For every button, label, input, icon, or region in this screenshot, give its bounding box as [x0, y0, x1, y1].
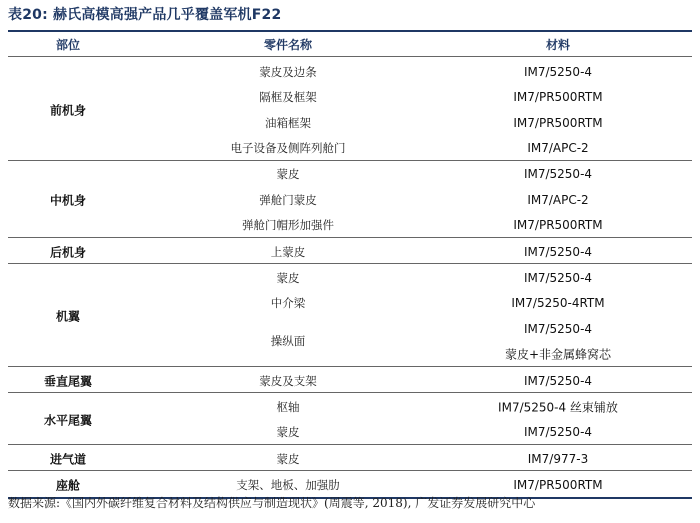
component-cell: 中介梁	[270, 296, 306, 311]
material-cell: IM7/5250-4 丝束铺放	[498, 400, 618, 415]
component-cell: 电子设备及侧阵列舱门	[230, 140, 346, 155]
component-cell: 蒙皮及支架	[259, 373, 317, 388]
material-cell: IM7/APC-2	[527, 192, 589, 207]
material-cell: IM7/5250-4	[523, 425, 593, 440]
source-note: 数据来源:《国内外碳纤维复合材料及结构供应与制造现状》(周震等, 2018), 广发证券发展研究中心	[8, 496, 536, 510]
group-separator	[8, 366, 692, 367]
material-cell: IM7/5250-4RTM	[511, 296, 605, 311]
component-cell: 支架、地板、加强肋	[236, 478, 340, 493]
component-cell: 上蒙皮	[270, 244, 306, 259]
component-cell: 油箱框架	[265, 115, 311, 130]
part-cell: 垂直尾翼	[43, 374, 92, 388]
component-cell: 蒙皮	[276, 167, 300, 182]
group-separator	[8, 470, 692, 471]
group-separator	[8, 263, 692, 264]
material-cell: IM7/5250-4	[523, 244, 593, 259]
header-component: 零件名称	[263, 38, 313, 52]
material-cell: 蒙皮+非金属蜂窝芯	[504, 347, 612, 362]
group-separator	[8, 237, 692, 238]
header-part: 部位	[55, 38, 81, 52]
material-cell: IM7/PR500RTM	[513, 218, 603, 233]
component-cell: 蒙皮及边条	[259, 64, 317, 79]
table-title: 表20: 赫氏高模高强产品几乎覆盖军机F22	[8, 7, 282, 23]
material-cell: IM7/PR500RTM	[513, 115, 603, 130]
material-cell: IM7/5250-4	[523, 321, 593, 336]
part-cell: 座舱	[55, 478, 80, 493]
material-cell: IM7/PR500RTM	[513, 90, 603, 105]
component-cell: 枢轴	[276, 399, 300, 414]
part-cell: 进气道	[49, 452, 86, 467]
part-cell: 后机身	[49, 245, 86, 259]
part-cell: 前机身	[49, 103, 86, 118]
material-cell: IM7/5250-4	[523, 64, 593, 79]
material-cell: IM7/5250-4	[523, 373, 593, 388]
header-material: 材料	[545, 38, 571, 52]
component-cell: 蒙皮	[276, 270, 300, 285]
material-cell: IM7/APC-2	[527, 140, 589, 155]
component-cell: 操纵面	[270, 334, 306, 349]
header-rule	[8, 56, 692, 57]
table-top-rule	[8, 30, 692, 32]
component-cell: 隔框及框架	[259, 90, 317, 105]
material-cell: IM7/5250-4	[523, 167, 593, 182]
component-cell: 蒙皮	[276, 425, 300, 440]
part-cell: 中机身	[49, 193, 86, 208]
group-separator	[8, 160, 692, 161]
part-cell: 水平尾翼	[43, 413, 92, 428]
group-separator	[8, 392, 692, 393]
material-cell: IM7/977-3	[527, 451, 589, 466]
part-cell: 机翼	[55, 309, 80, 324]
component-cell: 弹舱门蒙皮	[259, 192, 317, 207]
material-cell: IM7/PR500RTM	[513, 478, 603, 493]
material-cell: IM7/5250-4	[523, 270, 593, 285]
component-cell: 弹舱门帽形加强件	[242, 218, 334, 233]
group-separator	[8, 444, 692, 445]
component-cell: 蒙皮	[276, 451, 300, 466]
